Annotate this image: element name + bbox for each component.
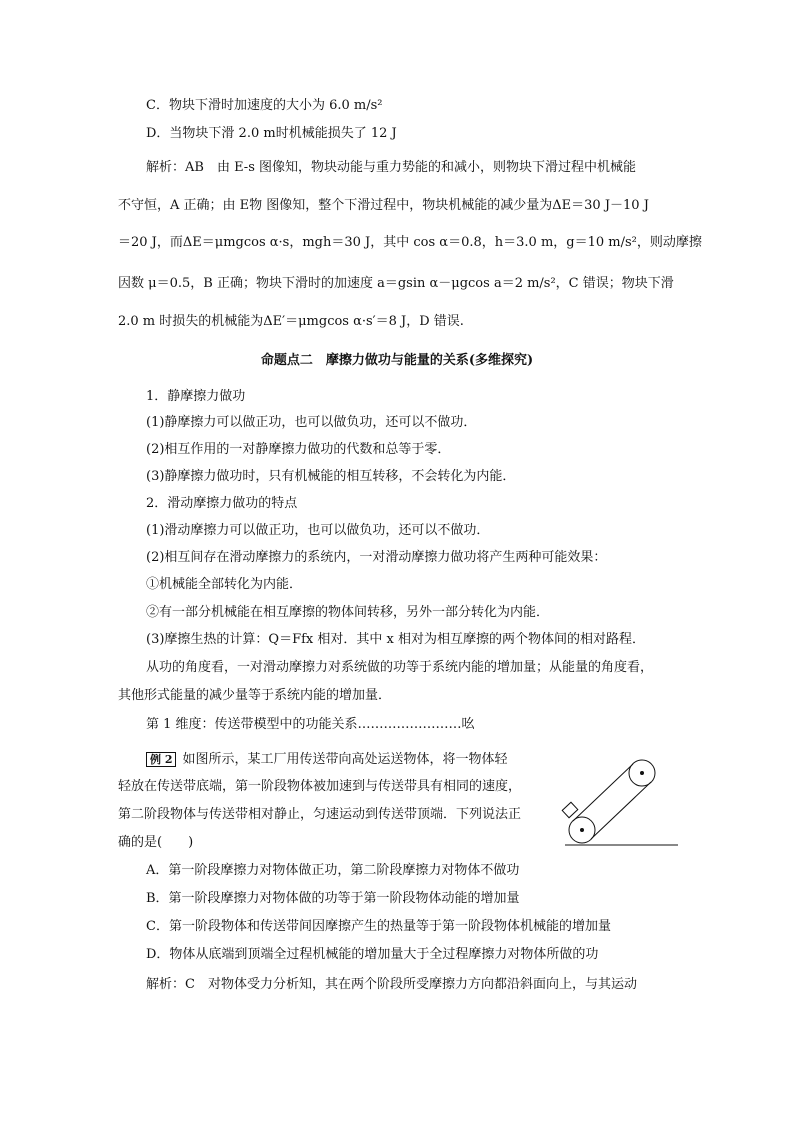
section-title: 命题点二 摩擦力做功与能量的关系(多维探究) <box>260 353 534 368</box>
example-option-a: A．第一阶段摩擦力对物体做正功，第二阶段摩擦力对物体不做功 <box>146 863 520 878</box>
example-stem-line: 轻放在传送带底端，第一阶段物体被加速到与传送带具有相同的速度， <box>118 779 522 794</box>
top-pulley-axle <box>640 771 644 775</box>
belt-upper <box>573 764 633 821</box>
static-item: (2)相互作用的一对静摩擦力做功的代数和总等于零． <box>146 442 451 457</box>
sliding-item: (1)滑动摩擦力可以做正功，也可以做负功，还可以不做功． <box>146 523 490 538</box>
example-stem-line: 确的是( ) <box>118 835 194 850</box>
analysis-line: 2.0 m 时损失的机械能为ΔE′＝μmgcos α·s′＝8 J，D 错误. <box>118 314 464 329</box>
sliding-item: (2)相互间存在滑动摩擦力的系统内，一对滑动摩擦力做功将产生两种可能效果： <box>146 550 607 565</box>
analysis-line: 解析：AB 由 E-s 图像知，物块动能与重力势能的和减小，则物块下滑过程中机械能 <box>146 160 637 175</box>
static-item: (3)静摩擦力做功时，只有机械能的相互转移，不会转化为内能． <box>146 469 516 484</box>
static-heading: 1．静摩擦力做功 <box>146 389 246 404</box>
sliding-heading: 2．滑动摩擦力做功的特点 <box>146 496 298 511</box>
analysis-line: ＝20 J，而ΔE＝μmgcos α·s，mgh＝30 J，其中 cos α＝0.8，h＝3.0 m，g＝10 m/s²，则动摩擦 <box>118 235 702 250</box>
analysis-line: 因数 μ＝0.5，B 正确；物块下滑时的加速度 a＝gsin α－μgcos a＝2 m/s²，C 错误；物块下滑 <box>118 276 674 291</box>
sliding-item: ①机械能全部转化为内能． <box>146 577 303 592</box>
example-analysis: 解析：C 对物体受力分析知，其在两个阶段所受摩擦力方向都沿斜面向上，与其运动 <box>146 977 637 992</box>
example-stem-text: 如图所示，某工厂用传送带向高处运送物体，将一物体轻 <box>182 752 508 767</box>
sliding-item: (3)摩擦生热的计算：Q＝Ffx 相对．其中 x 相对为相互摩擦的两个物体间的相对路程． <box>146 632 645 647</box>
example-option-b: B．第一阶段摩擦力对物体做的功等于第一阶段物体动能的增加量 <box>146 891 520 906</box>
dimension-heading: 第 1 维度：传送带模型中的功能关系……………………吆 <box>146 717 475 732</box>
example-badge: 例 2 <box>146 752 176 767</box>
bottom-pulley-axle <box>580 828 584 832</box>
belt-lower <box>591 782 651 839</box>
static-item: (1)静摩擦力可以做正功，也可以做负功，还可以不做功． <box>146 415 477 430</box>
summary-line: 其他形式能量的减少量等于系统内能的增加量． <box>118 688 392 703</box>
example-option-c: C．第一阶段物体和传送带间因摩擦产生的热量等于第一阶段物体机械能的增加量 <box>146 919 611 934</box>
example-stem-line <box>146 751 508 769</box>
example-stem-line: 第二阶段物体与传送带相对静止，匀速运动到传送带顶端．下列说法正 <box>118 807 522 822</box>
summary-line: 从功的角度看，一对滑动摩擦力对系统做的功等于系统内能的增加量；从能量的角度看， <box>146 660 654 675</box>
option-d-top: D．当物块下滑 2.0 m时机械能损失了 12 J <box>146 126 397 141</box>
analysis-line: 不守恒，A 正确；由 E物 图像知，整个下滑过程中，物块机械能的减少量为ΔE＝30 J－10 J <box>118 198 649 213</box>
sliding-item: ②有一部分机械能在相互摩擦的物体间转移，另外一部分转化为内能． <box>146 605 550 620</box>
object-block <box>562 802 578 817</box>
example-option-d: D．物体从底端到顶端全过程机械能的增加量大于全过程摩擦力对物体所做的功 <box>146 947 599 962</box>
option-c-top: C．物块下滑时加速度的大小为 6.0 m/s² <box>146 98 383 113</box>
conveyor-belt-figure <box>560 755 680 855</box>
